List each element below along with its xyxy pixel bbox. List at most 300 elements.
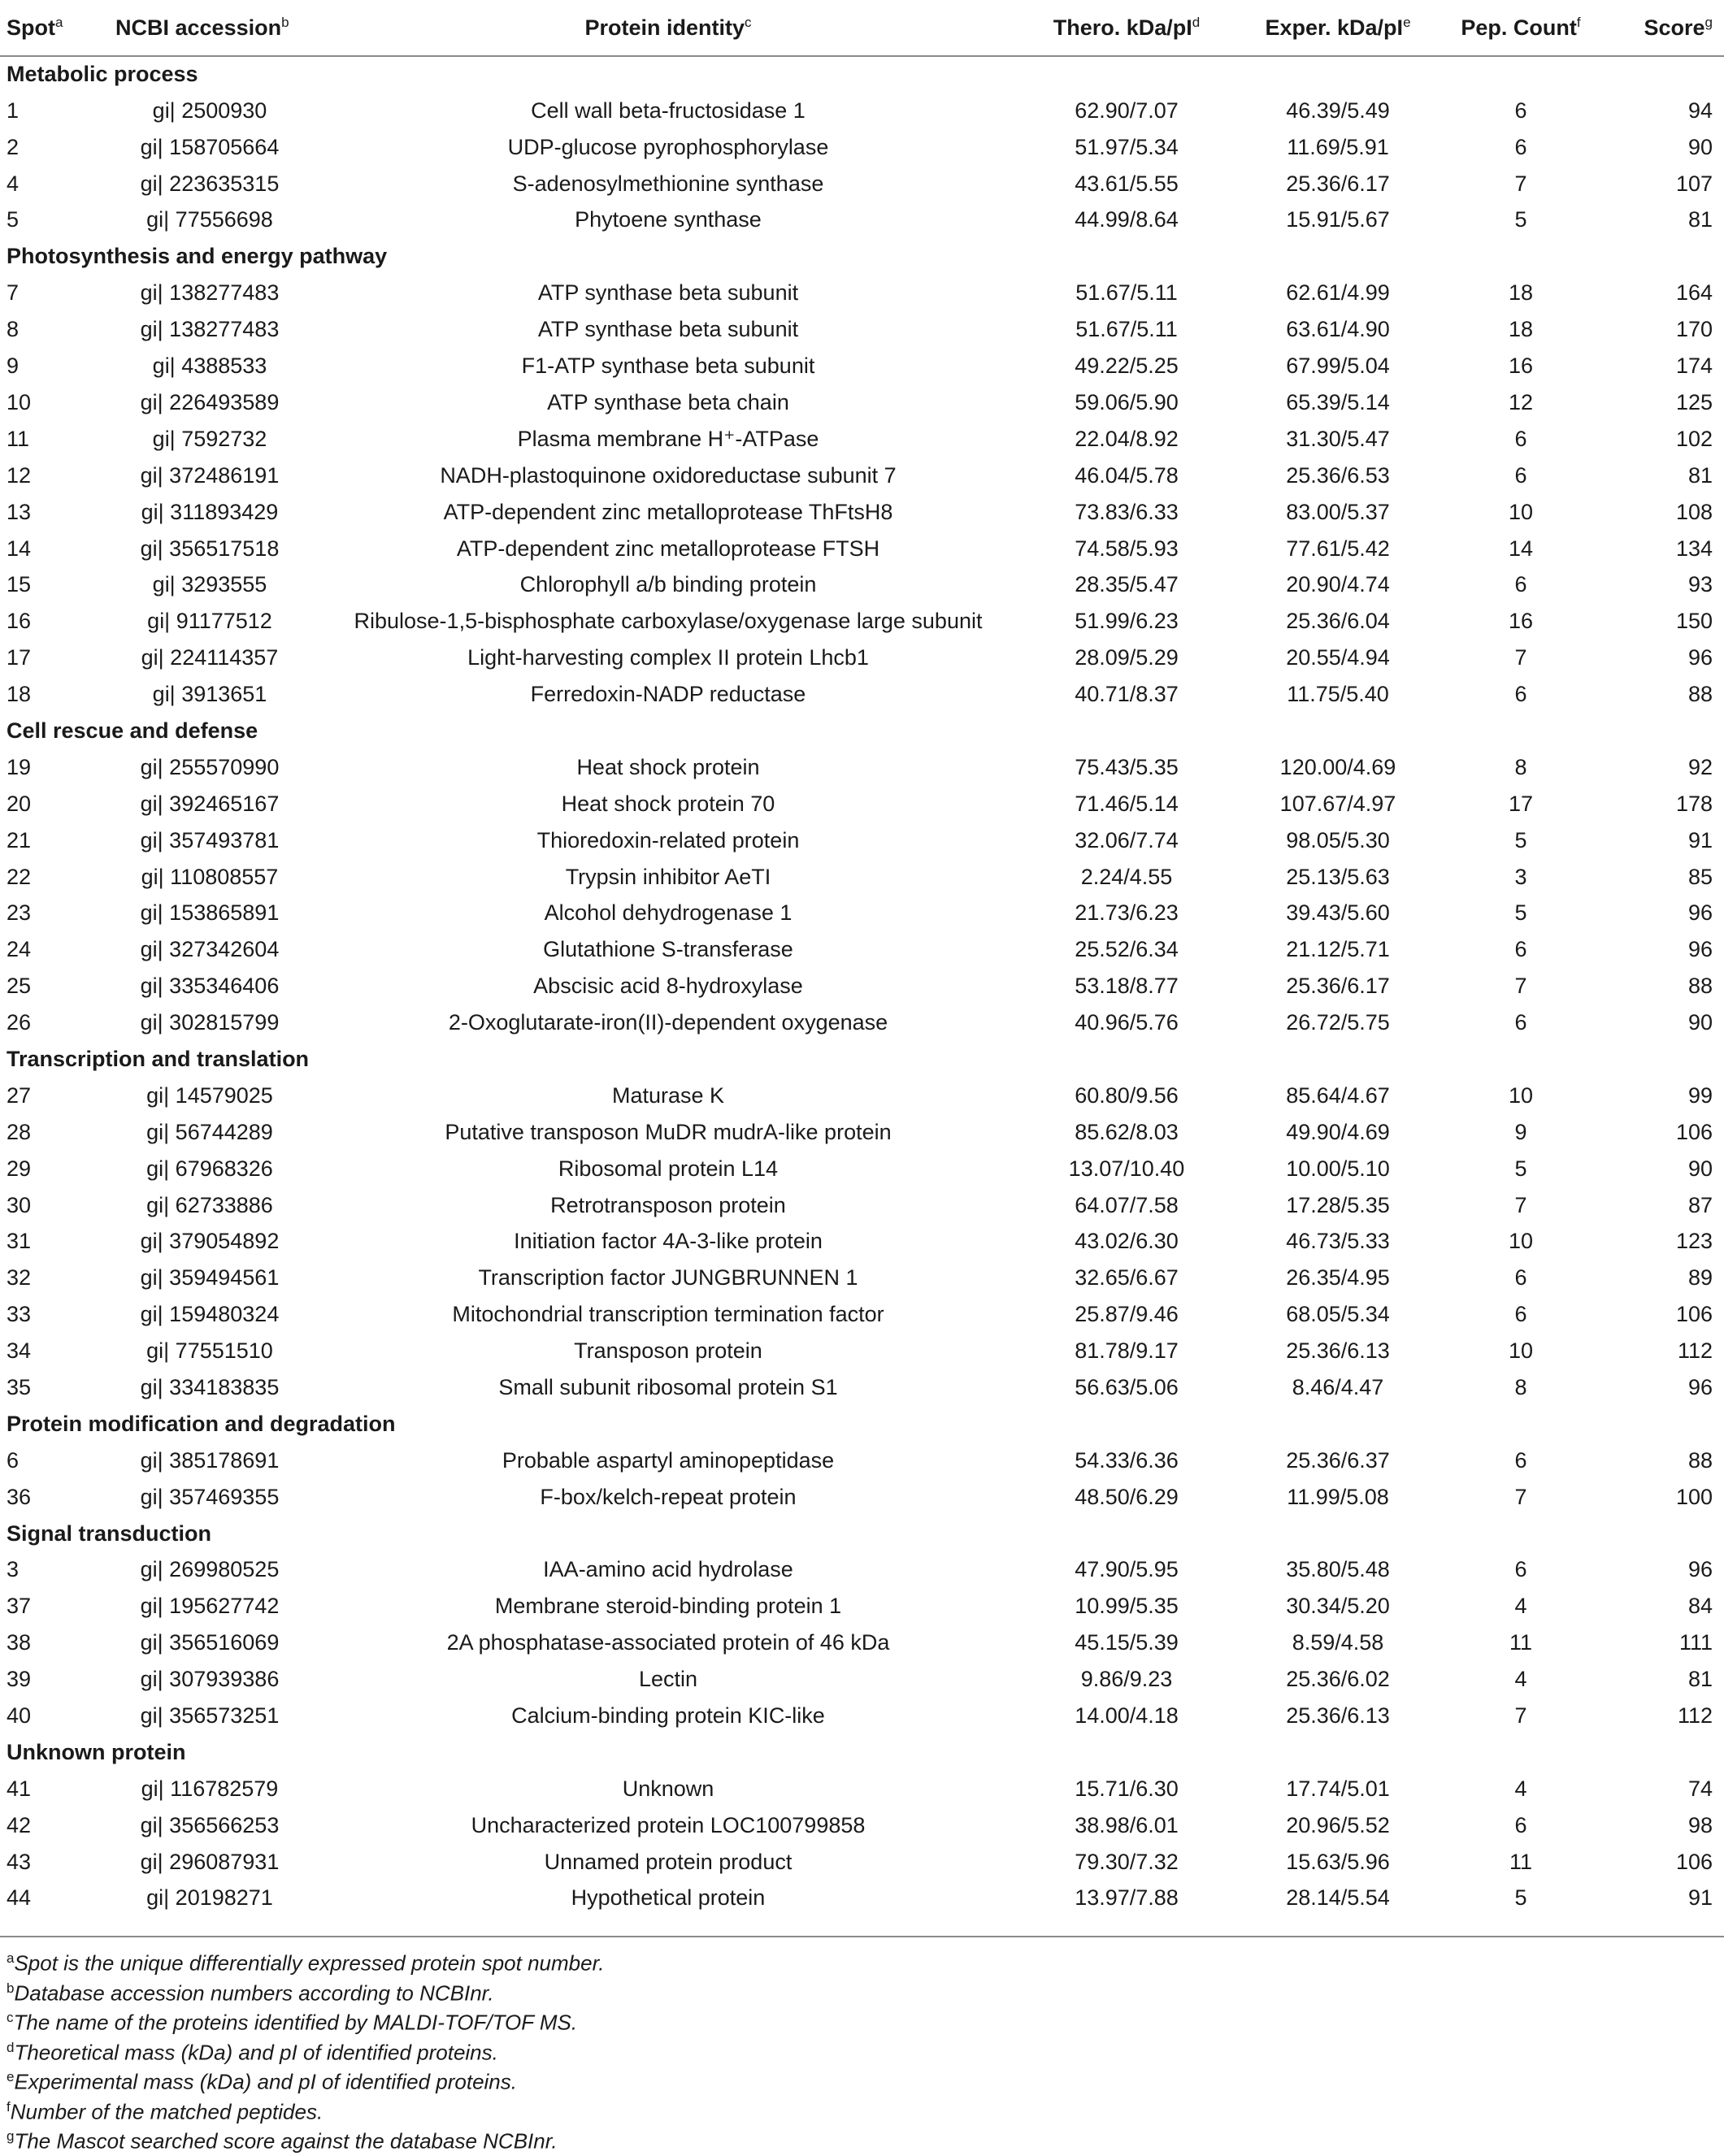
table-row — [0, 1698, 1724, 1734]
footnote-mark: d — [7, 2039, 15, 2055]
cell-exper-kda-pi: 46.73/5.33 — [1286, 1229, 1390, 1254]
cell-score: 81 — [1687, 462, 1713, 488]
cell-exper-kda-pi: 21.12/5.71 — [1286, 937, 1390, 962]
cell-spot: 25 — [7, 974, 32, 999]
cell-ncbi-accession: gi| 3293555 — [152, 572, 267, 597]
cell-thero-kda-pi: 40.71/8.37 — [1075, 682, 1179, 707]
cell-exper-kda-pi: 26.72/5.75 — [1286, 1010, 1390, 1035]
table-row — [0, 93, 1724, 129]
cell-thero-kda-pi: 10.99/5.35 — [1075, 1594, 1179, 1619]
cell-score: 107 — [1675, 171, 1713, 196]
cell-thero-kda-pi: 28.09/5.29 — [1075, 645, 1179, 670]
table-row — [0, 1369, 1724, 1406]
footnote-text: Theoretical mass (kDa) and pI of identified proteins. — [14, 2040, 498, 2065]
cell-protein-identity: F-box/kelch-repeat protein — [540, 1484, 797, 1509]
cell-thero-kda-pi: 15.71/6.30 — [1075, 1776, 1179, 1801]
cell-score: 150 — [1675, 609, 1713, 634]
footnote — [0, 1944, 1724, 1974]
table-row — [0, 566, 1724, 603]
table-row — [0, 531, 1724, 567]
cell-spot: 14 — [7, 536, 32, 561]
cell-score: 100 — [1675, 1484, 1713, 1509]
header-score: Score$^g$ — [1598, 0, 1724, 56]
cell-exper-kda-pi: 68.05/5.34 — [1286, 1302, 1390, 1327]
cell-spot: 44 — [7, 1885, 32, 1911]
table-row — [0, 494, 1724, 531]
table-row — [0, 1807, 1724, 1844]
cell-thero-kda-pi: 49.22/5.25 — [1075, 354, 1179, 379]
cell-thero-kda-pi: 25.87/9.46 — [1075, 1302, 1179, 1327]
cell-protein-identity: Putative transposon MuDR mudrA-like protein — [445, 1119, 892, 1144]
cell-exper-kda-pi: 20.96/5.52 — [1286, 1812, 1390, 1837]
cell-ncbi-accession: gi| 3913651 — [152, 682, 267, 707]
cell-score: 99 — [1687, 1082, 1713, 1108]
cell-pep-count: 16 — [1508, 609, 1534, 634]
cell-exper-kda-pi: 11.75/5.40 — [1287, 682, 1389, 707]
cell-thero-kda-pi: 81.78/9.17 — [1075, 1338, 1179, 1364]
cell-spot: 19 — [7, 754, 32, 779]
cell-ncbi-accession: gi| 77556698 — [146, 207, 273, 232]
cell-exper-kda-pi: 26.35/4.95 — [1286, 1265, 1390, 1291]
cell-score: 87 — [1687, 1192, 1713, 1217]
cell-score: 96 — [1687, 1374, 1713, 1399]
cell-pep-count: 5 — [1514, 900, 1527, 926]
cell-protein-identity: Cell wall beta-fructosidase 1 — [531, 98, 806, 123]
table-row — [0, 311, 1724, 348]
cell-thero-kda-pi: 32.65/6.67 — [1075, 1265, 1179, 1291]
table-row — [0, 1333, 1724, 1369]
footnote-text: The name of the proteins identified by MALDI-TOF/TOF MS. — [13, 2010, 578, 2035]
cell-protein-identity: NADH-plastoquinone oxidoreductase subunit 7 — [440, 462, 897, 488]
cell-spot: 21 — [7, 827, 32, 852]
cell-exper-kda-pi: 62.61/4.99 — [1286, 280, 1390, 306]
cell-thero-kda-pi: 47.90/5.95 — [1075, 1557, 1179, 1582]
cell-protein-identity: Unknown — [622, 1776, 714, 1801]
category-row — [0, 1516, 1724, 1552]
cell-protein-identity: Mitochondrial transcription termination factor — [452, 1302, 884, 1327]
table-row — [0, 275, 1724, 311]
cell-exper-kda-pi: 20.55/4.94 — [1286, 645, 1390, 670]
cell-score: 123 — [1675, 1229, 1713, 1254]
footnote-mark: e — [7, 2069, 15, 2084]
cell-spot: 38 — [7, 1630, 32, 1655]
cell-ncbi-accession: gi| 356516069 — [140, 1630, 280, 1655]
cell-protein-identity: Hypothetical protein — [571, 1885, 766, 1911]
cell-exper-kda-pi: 120.00/4.69 — [1279, 754, 1396, 779]
table-row — [0, 1844, 1724, 1881]
footnote — [0, 2033, 1724, 2063]
cell-protein-identity: Alcohol dehydrogenase 1 — [544, 900, 793, 926]
cell-thero-kda-pi: 71.46/5.14 — [1075, 791, 1179, 816]
cell-protein-identity: Small subunit ribosomal protein S1 — [498, 1374, 838, 1399]
cell-protein-identity: Light-harvesting complex II protein Lhcb1 — [467, 645, 869, 670]
cell-thero-kda-pi: 9.86/9.23 — [1080, 1667, 1173, 1692]
cell-exper-kda-pi: 25.36/6.02 — [1286, 1667, 1390, 1692]
cell-protein-identity: ATP-dependent zinc metalloprotease FTSH — [456, 536, 880, 561]
cell-ncbi-accession: gi| 296087931 — [140, 1849, 280, 1874]
cell-pep-count: 8 — [1514, 1374, 1527, 1399]
cell-score: 90 — [1687, 1010, 1713, 1035]
cell-protein-identity: Ribosomal protein L14 — [558, 1156, 779, 1181]
cell-protein-identity: Uncharacterized protein LOC100799858 — [471, 1812, 866, 1837]
cell-exper-kda-pi: 63.61/4.90 — [1286, 317, 1390, 342]
category-title: Cell rescue and defense — [7, 718, 258, 743]
cell-exper-kda-pi: 77.61/5.42 — [1286, 536, 1390, 561]
cell-protein-identity: Abscisic acid 8-hydroxylase — [533, 974, 803, 999]
cell-spot: 6 — [7, 1447, 20, 1473]
cell-ncbi-accession: gi| 158705664 — [140, 134, 280, 159]
cell-spot: 24 — [7, 937, 32, 962]
cell-pep-count: 10 — [1508, 1229, 1534, 1254]
cell-exper-kda-pi: 25.36/6.17 — [1286, 171, 1390, 196]
cell-pep-count: 7 — [1514, 974, 1527, 999]
cell-thero-kda-pi: 62.90/7.07 — [1075, 98, 1179, 123]
cell-spot: 34 — [7, 1338, 32, 1364]
footnote — [0, 2093, 1724, 2123]
footnote-text: Number of the matched peptides. — [10, 2099, 324, 2124]
cell-protein-identity: 2A phosphatase-associated protein of 46 kDa — [446, 1630, 890, 1655]
cell-spot: 30 — [7, 1192, 32, 1217]
cell-exper-kda-pi: 25.36/6.37 — [1286, 1447, 1390, 1473]
cell-ncbi-accession: gi| 4388533 — [152, 354, 267, 379]
cell-pep-count: 11 — [1509, 1849, 1533, 1874]
cell-protein-identity: Ribulose-1,5-bisphosphate carboxylase/oxygenase large subunit — [354, 609, 983, 634]
cell-ncbi-accession: gi| 307939386 — [140, 1667, 280, 1692]
cell-pep-count: 6 — [1514, 1302, 1527, 1327]
cell-thero-kda-pi: 40.96/5.76 — [1075, 1010, 1179, 1035]
cell-protein-identity: ATP synthase beta subunit — [537, 317, 799, 342]
cell-pep-count: 6 — [1514, 682, 1527, 707]
footnote-mark: b — [7, 1980, 15, 1996]
cell-ncbi-accession: gi| 392465167 — [140, 791, 280, 816]
cell-protein-identity: Calcium-binding protein KIC-like — [511, 1703, 825, 1728]
cell-ncbi-accession: gi| 372486191 — [140, 462, 280, 488]
cell-ncbi-accession: gi| 110808557 — [141, 864, 279, 889]
cell-pep-count: 4 — [1514, 1594, 1527, 1619]
cell-pep-count: 5 — [1514, 1885, 1527, 1911]
cell-exper-kda-pi: 25.36/6.17 — [1286, 974, 1390, 999]
cell-spot: 40 — [7, 1703, 32, 1728]
cell-thero-kda-pi: 51.97/5.34 — [1075, 134, 1179, 159]
cell-pep-count: 8 — [1514, 754, 1527, 779]
cell-pep-count: 5 — [1514, 1156, 1527, 1181]
category-row — [0, 238, 1724, 275]
cell-protein-identity: Heat shock protein — [576, 754, 760, 779]
cell-thero-kda-pi: 59.06/5.90 — [1075, 389, 1179, 414]
cell-pep-count: 6 — [1514, 937, 1527, 962]
cell-ncbi-accession: gi| 359494561 — [140, 1265, 280, 1291]
cell-pep-count: 7 — [1514, 1703, 1527, 1728]
cell-spot: 2 — [7, 134, 20, 159]
cell-thero-kda-pi: 56.63/5.06 — [1075, 1374, 1179, 1399]
cell-score: 106 — [1675, 1302, 1713, 1327]
cell-ncbi-accession: gi| 195627742 — [140, 1594, 280, 1619]
cell-score: 106 — [1675, 1119, 1713, 1144]
footnote — [0, 2122, 1724, 2152]
cell-ncbi-accession: gi| 385178691 — [140, 1447, 280, 1473]
cell-ncbi-accession: gi| 116782579 — [141, 1776, 279, 1801]
table-row — [0, 1771, 1724, 1807]
cell-pep-count: 16 — [1508, 354, 1534, 379]
cell-pep-count: 6 — [1514, 426, 1527, 451]
cell-spot: 22 — [7, 864, 32, 889]
footnote-text: Spot is the unique differentially expressed protein spot number. — [14, 1950, 605, 1976]
cell-exper-kda-pi: 35.80/5.48 — [1286, 1557, 1390, 1582]
footnote-mark: g — [7, 2128, 15, 2144]
cell-spot: 5 — [7, 207, 20, 232]
cell-pep-count: 6 — [1514, 462, 1527, 488]
cell-protein-identity: Thioredoxin-related protein — [536, 827, 800, 852]
cell-spot: 41 — [7, 1776, 32, 1801]
cell-exper-kda-pi: 49.90/4.69 — [1286, 1119, 1390, 1144]
cell-thero-kda-pi: 32.06/7.74 — [1075, 827, 1179, 852]
cell-pep-count: 6 — [1514, 98, 1527, 123]
cell-score: 85 — [1687, 864, 1713, 889]
cell-score: 94 — [1687, 98, 1713, 123]
header-exper-kda-pi: Exper. kDa/$pI^e$ — [1232, 0, 1444, 56]
cell-exper-kda-pi: 25.13/5.63 — [1286, 864, 1390, 889]
cell-ncbi-accession: gi| 2500930 — [152, 98, 267, 123]
table-body — [0, 56, 1724, 1916]
cell-thero-kda-pi: 60.80/9.56 — [1075, 1082, 1179, 1108]
cell-protein-identity: F1-ATP synthase beta subunit — [521, 354, 815, 379]
cell-exper-kda-pi: 15.63/5.96 — [1286, 1849, 1390, 1874]
cell-spot: 9 — [7, 354, 20, 379]
cell-exper-kda-pi: 30.34/5.20 — [1286, 1594, 1390, 1619]
cell-protein-identity: Probable aspartyl aminopeptidase — [502, 1447, 835, 1473]
table-row — [0, 1260, 1724, 1296]
footnote — [0, 2003, 1724, 2033]
cell-ncbi-accession: gi| 357493781 — [140, 827, 280, 852]
cell-thero-kda-pi: 44.99/8.64 — [1075, 207, 1179, 232]
cell-ncbi-accession: gi| 356566253 — [140, 1812, 280, 1837]
cell-pep-count: 18 — [1508, 280, 1534, 306]
cell-thero-kda-pi: 46.04/5.78 — [1075, 462, 1179, 488]
category-title: Photosynthesis and energy pathway — [7, 244, 388, 269]
cell-exper-kda-pi: 85.64/4.67 — [1286, 1082, 1390, 1108]
cell-thero-kda-pi: 43.61/5.55 — [1075, 171, 1179, 196]
cell-exper-kda-pi: 17.74/5.01 — [1286, 1776, 1390, 1801]
cell-pep-count: 6 — [1514, 134, 1527, 159]
cell-score: 112 — [1677, 1338, 1713, 1364]
cell-pep-count: 14 — [1508, 536, 1534, 561]
cell-thero-kda-pi: 54.33/6.36 — [1075, 1447, 1179, 1473]
cell-protein-identity: UDP-glucose pyrophosphorylase — [507, 134, 829, 159]
cell-ncbi-accession: gi| 311893429 — [141, 499, 279, 524]
cell-protein-identity: Chlorophyll a/b binding protein — [519, 572, 817, 597]
cell-ncbi-accession: gi| 327342604 — [140, 937, 280, 962]
cell-ncbi-accession: gi| 138277483 — [140, 280, 280, 306]
cell-score: 125 — [1675, 389, 1713, 414]
footnotes — [0, 1936, 1724, 2152]
cell-score: 90 — [1687, 134, 1713, 159]
cell-pep-count: 3 — [1514, 864, 1527, 889]
cell-ncbi-accession: gi| 153865891 — [140, 900, 280, 926]
cell-score: 164 — [1675, 280, 1713, 306]
cell-pep-count: 7 — [1514, 1192, 1527, 1217]
cell-score: 96 — [1687, 1557, 1713, 1582]
cell-score: 106 — [1675, 1849, 1713, 1874]
cell-spot: 10 — [7, 389, 32, 414]
cell-pep-count: 6 — [1514, 1447, 1527, 1473]
cell-exper-kda-pi: 98.05/5.30 — [1286, 827, 1390, 852]
cell-thero-kda-pi: 13.97/7.88 — [1075, 1885, 1179, 1911]
cell-spot: 17 — [7, 645, 32, 670]
cell-protein-identity: S-adenosylmethionine synthase — [512, 171, 824, 196]
cell-thero-kda-pi: 22.04/8.92 — [1075, 426, 1179, 451]
header-pep-count: Pep. Count$^f$ — [1444, 0, 1598, 56]
cell-score: 92 — [1687, 754, 1713, 779]
cell-protein-identity: Ferredoxin-NADP reductase — [530, 682, 806, 707]
cell-score: 91 — [1687, 1885, 1713, 1911]
cell-exper-kda-pi: 15.91/5.67 — [1286, 207, 1390, 232]
cell-exper-kda-pi: 11.69/5.91 — [1287, 134, 1389, 159]
header-ncbi-accession: NCBI accession$^b$ — [104, 0, 315, 56]
table-row — [0, 1151, 1724, 1187]
table-row — [0, 1881, 1724, 1917]
table-row — [0, 1588, 1724, 1625]
cell-ncbi-accession: gi| 91177512 — [147, 609, 272, 634]
cell-pep-count: 6 — [1514, 1812, 1527, 1837]
cell-thero-kda-pi: 74.58/5.93 — [1075, 536, 1179, 561]
cell-protein-identity: Phytoene synthase — [575, 207, 762, 232]
cell-spot: 12 — [7, 462, 32, 488]
table-row — [0, 640, 1724, 676]
cell-spot: 1 — [7, 98, 20, 123]
cell-spot: 27 — [7, 1082, 32, 1108]
cell-pep-count: 4 — [1514, 1667, 1527, 1692]
table-row — [0, 1442, 1724, 1479]
cell-ncbi-accession: gi| 138277483 — [140, 317, 280, 342]
cell-exper-kda-pi: 25.36/6.13 — [1286, 1703, 1390, 1728]
cell-exper-kda-pi: 83.00/5.37 — [1286, 499, 1390, 524]
cell-thero-kda-pi: 79.30/7.32 — [1075, 1849, 1179, 1874]
cell-spot: 43 — [7, 1849, 32, 1874]
cell-exper-kda-pi: 46.39/5.49 — [1286, 98, 1390, 123]
cell-ncbi-accession: gi| 334183835 — [140, 1374, 280, 1399]
cell-protein-identity: ATP synthase beta subunit — [537, 280, 799, 306]
footnote-text: Experimental mass (kDa) and pI of identified proteins. — [14, 2069, 517, 2094]
cell-pep-count: 11 — [1509, 1630, 1533, 1655]
table-row — [0, 1661, 1724, 1698]
cell-score: 134 — [1675, 536, 1713, 561]
cell-pep-count: 7 — [1514, 1484, 1527, 1509]
cell-pep-count: 7 — [1514, 645, 1527, 670]
cell-ncbi-accession: gi| 269980525 — [140, 1557, 280, 1582]
cell-ncbi-accession: gi| 56744289 — [146, 1119, 273, 1144]
cell-spot: 15 — [7, 572, 32, 597]
footnote — [0, 1974, 1724, 2004]
table-row — [0, 1552, 1724, 1589]
cell-pep-count: 6 — [1514, 1010, 1527, 1035]
cell-exper-kda-pi: 25.36/6.04 — [1286, 609, 1390, 634]
header-protein-identity: Protein identity$^c$ — [315, 0, 1021, 56]
cell-thero-kda-pi: 73.83/6.33 — [1075, 499, 1179, 524]
cell-thero-kda-pi: 51.67/5.11 — [1075, 317, 1178, 342]
cell-spot: 31 — [7, 1229, 32, 1254]
cell-pep-count: 10 — [1508, 1082, 1534, 1108]
table-row — [0, 859, 1724, 896]
table-row — [0, 822, 1724, 859]
cell-exper-kda-pi: 20.90/4.74 — [1286, 572, 1390, 597]
cell-score: 111 — [1678, 1630, 1713, 1655]
table-row — [0, 931, 1724, 968]
cell-thero-kda-pi: 25.52/6.34 — [1075, 937, 1179, 962]
cell-exper-kda-pi: 67.99/5.04 — [1286, 354, 1390, 379]
cell-thero-kda-pi: 48.50/6.29 — [1075, 1484, 1179, 1509]
cell-exper-kda-pi: 39.43/5.60 — [1286, 900, 1390, 926]
cell-pep-count: 6 — [1514, 1557, 1527, 1582]
cell-exper-kda-pi: 17.28/5.35 — [1286, 1192, 1390, 1217]
cell-ncbi-accession: gi| 159480324 — [140, 1302, 280, 1327]
cell-spot: 3 — [7, 1557, 20, 1582]
cell-ncbi-accession: gi| 356573251 — [140, 1703, 280, 1728]
cell-protein-identity: ATP-dependent zinc metalloprotease ThFtsH8 — [443, 499, 893, 524]
cell-ncbi-accession: gi| 20198271 — [146, 1885, 273, 1911]
category-row — [0, 713, 1724, 749]
header-thero-kda-pi: Thero. kDa/$pI^d$ — [1021, 0, 1232, 56]
cell-protein-identity: Unnamed protein product — [544, 1849, 793, 1874]
cell-ncbi-accession: gi| 62733886 — [146, 1192, 273, 1217]
cell-thero-kda-pi: 51.67/5.11 — [1075, 280, 1178, 306]
cell-protein-identity: Initiation factor 4A-3-like protein — [514, 1229, 823, 1254]
footnote-text: The Mascot searched score against the database NCBInr. — [14, 2128, 558, 2154]
cell-score: 98 — [1687, 1812, 1713, 1837]
table-row — [0, 603, 1724, 640]
cell-protein-identity: 2-Oxoglutarate-iron(II)-dependent oxygenase — [448, 1010, 888, 1035]
table-row — [0, 895, 1724, 931]
cell-exper-kda-pi: 107.67/4.97 — [1279, 791, 1396, 816]
cell-protein-identity: Plasma membrane H⁺-ATPase — [517, 426, 819, 451]
cell-score: 74 — [1687, 1776, 1713, 1801]
cell-exper-kda-pi: 10.00/5.10 — [1286, 1156, 1390, 1181]
table-row — [0, 1479, 1724, 1516]
cell-pep-count: 10 — [1508, 1338, 1534, 1364]
cell-thero-kda-pi: 53.18/8.77 — [1075, 974, 1179, 999]
cell-score: 170 — [1675, 317, 1713, 342]
cell-score: 88 — [1687, 974, 1713, 999]
cell-exper-kda-pi: 28.14/5.54 — [1286, 1885, 1390, 1911]
table-row — [0, 129, 1724, 166]
cell-ncbi-accession: gi| 357469355 — [140, 1484, 280, 1509]
header-spot: Spot$^a$ — [0, 0, 104, 56]
cell-score: 91 — [1687, 827, 1713, 852]
cell-spot: 4 — [7, 171, 20, 196]
table-row — [0, 1114, 1724, 1151]
cell-ncbi-accession: gi| 255570990 — [140, 754, 280, 779]
header-row — [0, 0, 1724, 56]
cell-spot: 26 — [7, 1010, 32, 1035]
cell-pep-count: 6 — [1514, 1265, 1527, 1291]
cell-thero-kda-pi: 51.99/6.23 — [1075, 609, 1179, 634]
table-row — [0, 384, 1724, 421]
table-row — [0, 1625, 1724, 1661]
cell-ncbi-accession: gi| 67968326 — [146, 1156, 273, 1181]
category-title: Metabolic process — [7, 62, 198, 87]
footnote-text: Database accession numbers according to NCBInr. — [14, 1980, 494, 2006]
cell-exper-kda-pi: 8.46/4.47 — [1292, 1374, 1384, 1399]
cell-spot: 33 — [7, 1302, 32, 1327]
cell-protein-identity: Retrotransposon protein — [550, 1192, 786, 1217]
cell-ncbi-accession: gi| 379054892 — [140, 1229, 280, 1254]
cell-score: 90 — [1687, 1156, 1713, 1181]
cell-score: 84 — [1687, 1594, 1713, 1619]
cell-spot: 8 — [7, 317, 20, 342]
table-row — [0, 1187, 1724, 1224]
table-row — [0, 1004, 1724, 1041]
cell-protein-identity: Glutathione S-transferase — [543, 937, 793, 962]
cell-spot: 7 — [7, 280, 20, 306]
